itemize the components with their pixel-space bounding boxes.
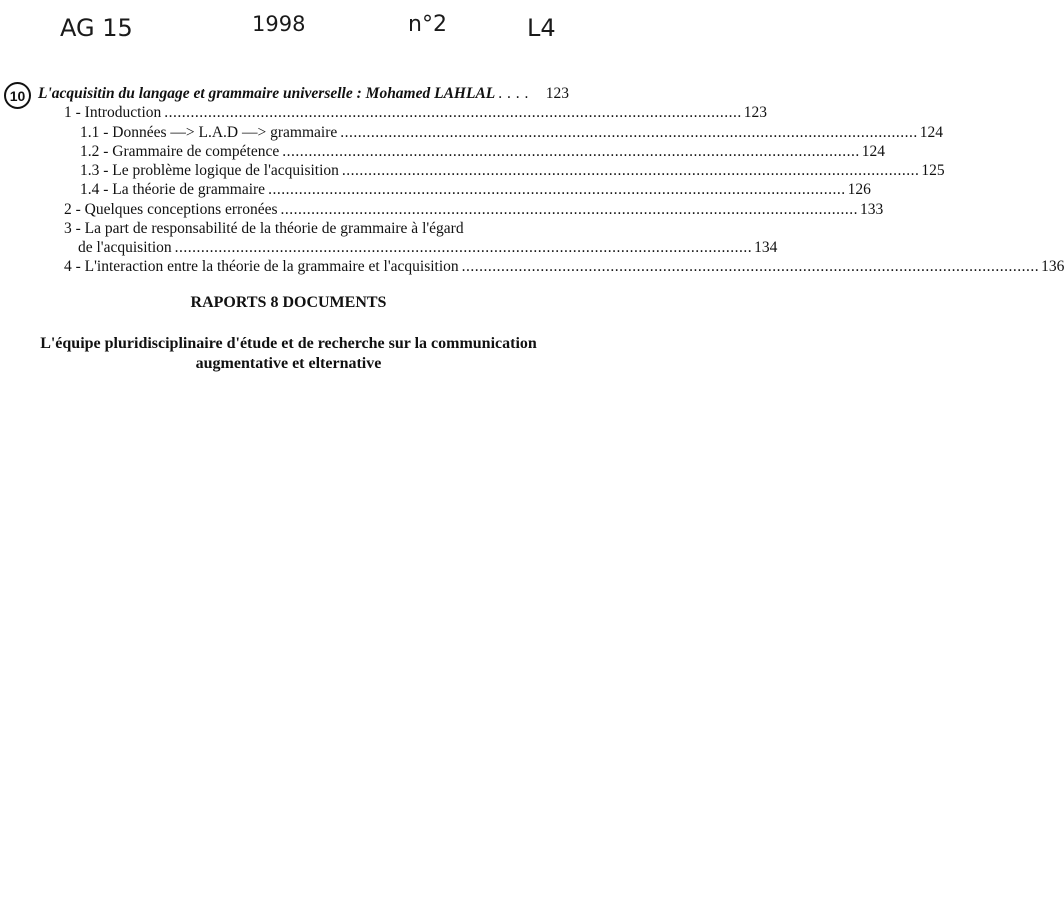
toc-entry-label: de l'acquisition bbox=[78, 239, 172, 256]
dot-leader: .................................................................................................................................... bbox=[164, 104, 742, 121]
dot-leader: .................................................................................................................................... bbox=[341, 162, 920, 179]
dot-leader: .................................................................................................................................... bbox=[340, 124, 918, 141]
toc-entry bbox=[64, 201, 884, 219]
toc-entry-label: 2 - Quelques conceptions erronées bbox=[64, 201, 278, 218]
toc-entry-label: 4 - L'interaction entre la théorie de la grammaire et l'acquisition bbox=[64, 258, 459, 275]
toc-entry-label: 1.2 - Grammaire de compétence bbox=[80, 143, 280, 160]
toc-entry-page: 136 bbox=[1041, 258, 1064, 275]
toc-entry bbox=[80, 143, 886, 161]
toc-entry-page: 124 bbox=[919, 124, 943, 141]
toc-entry-page: 126 bbox=[847, 181, 871, 198]
section-heading: RAPORTS 8 DOCUMENTS bbox=[190, 294, 387, 311]
toc-entry-page: 133 bbox=[859, 201, 884, 218]
toc-entry-label: 1.1 - Données —> L.A.D —> grammaire bbox=[80, 124, 338, 141]
toc-entry-label: 1.3 - Le problème logique de l'acquisition bbox=[80, 162, 339, 179]
toc-entry-page: 125 bbox=[921, 162, 945, 179]
toc-entry bbox=[64, 104, 768, 122]
dot-leader: .................................................................................................................................... bbox=[280, 201, 858, 218]
toc-entry-page: 123 bbox=[743, 104, 768, 121]
handwritten-year: 1998 bbox=[252, 12, 306, 36]
article-number-badge: 10 bbox=[4, 82, 31, 109]
handwritten-code: L4 bbox=[527, 14, 556, 42]
toc-entry-page: 124 bbox=[861, 143, 886, 160]
article-title: L'acquisitin du langage et grammaire universelle : Mohamed LAHLAL bbox=[38, 85, 496, 102]
toc-article-title-row bbox=[38, 85, 569, 103]
dot-leader: .................................................................................................................................... bbox=[174, 239, 753, 256]
toc-entry bbox=[64, 258, 1064, 276]
dot-leader: .................................................................................................................................... bbox=[268, 181, 846, 198]
handwritten-issue: n°2 bbox=[408, 12, 447, 37]
paragraph-line-2: augmentative et elternative bbox=[195, 355, 382, 372]
toc-entry-label: 1 - Introduction bbox=[64, 104, 162, 121]
toc-entry bbox=[80, 124, 943, 142]
dot-leader: .................................................................................................................................... bbox=[461, 258, 1040, 275]
toc-entry bbox=[78, 239, 778, 257]
toc-entry-label: 1.4 - La théorie de grammaire bbox=[80, 181, 266, 198]
toc-entry bbox=[80, 162, 945, 180]
toc-entry bbox=[80, 181, 871, 199]
toc-entry-label-line1: 3 - La part de responsabilité de la théorie de grammaire à l'égard bbox=[64, 220, 464, 237]
dot-leader: . . . . bbox=[498, 85, 529, 102]
toc-entry-page: 134 bbox=[754, 239, 778, 256]
paragraph-line-1: L'équipe pluridisciplinaire d'étude et de recherche sur la communication bbox=[40, 335, 537, 352]
handwritten-ref: AG 15 bbox=[60, 14, 133, 42]
article-page: 123 bbox=[545, 85, 569, 102]
dot-leader: .................................................................................................................................... bbox=[282, 143, 860, 160]
